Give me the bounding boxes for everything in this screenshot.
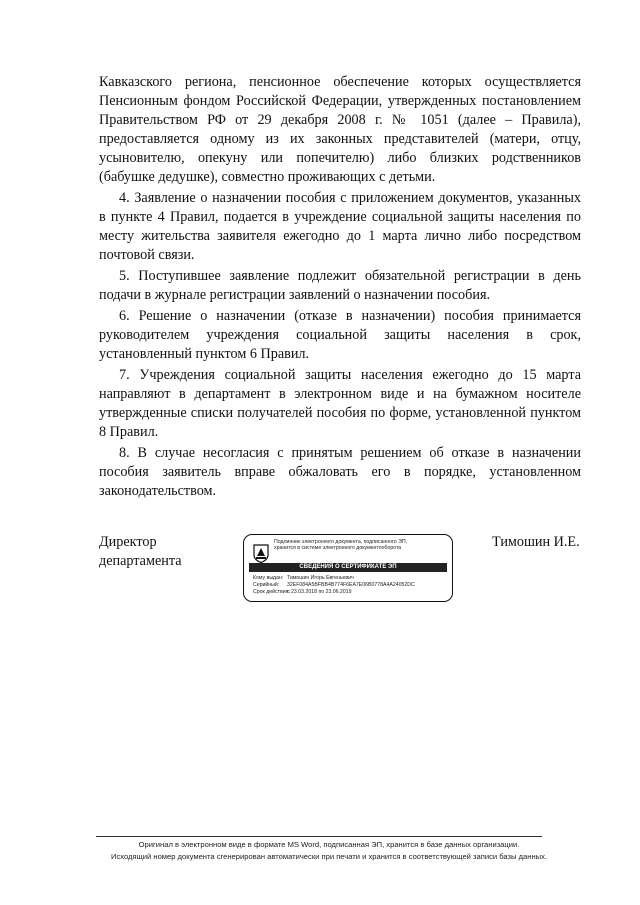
- position-line-2: департамента: [99, 553, 182, 569]
- paragraph-item-6: 6. Решение о назначении (отказе в назначении) пособия принимается руководителем учреждения социальной защиты населения в срок, установленный пунктом 6 Правил.: [99, 308, 581, 362]
- position-line-1: Директор: [99, 534, 157, 550]
- stamp-header-line-1: Подлинник электронного документа, подписанного ЭП,: [274, 539, 408, 545]
- paragraph-item-4: 4. Заявление о назначении пособия с приложением документов, указанных в пункте 4 Правил, подается в учреждение социальной защиты населения по месту жительства заявителя ежегодно до 1 марта лично либо посредством почтовой связи.: [99, 190, 581, 263]
- footer-divider: [96, 836, 542, 837]
- certificate-row-value: 32EF084A5BFBB4B774F6EA7E06B0778A4A24052DC: [287, 582, 415, 589]
- coat-of-arms-icon: [253, 544, 269, 563]
- certificate-row-value: Тимошин Игорь Евгеньевич: [287, 575, 354, 581]
- document-body: [99, 73, 581, 501]
- paragraph-item-8: 8. В случае несогласия с принятым решением об отказе в назначении пособия заявитель вправе обжаловать его в порядке, установленном законодательством.: [99, 445, 581, 499]
- certificate-row-validity: [253, 589, 449, 596]
- stamp-header-line-2: хранится в системе электронного документооборота: [274, 545, 402, 552]
- certificate-row-key: Срок действия:: [253, 589, 290, 596]
- signatory-position: [99, 533, 182, 571]
- certificate-row-value: с 23.03.2018 по 23.06.2019: [287, 589, 352, 596]
- certificate-row-key: Серийный:: [253, 582, 280, 589]
- stamp-header: [274, 539, 450, 552]
- certificate-row-owner: [253, 575, 449, 582]
- certificate-row-key: Кому выдан:: [253, 575, 284, 581]
- electronic-signature-stamp: [243, 534, 453, 602]
- paragraph-continuation: Кавказского региона, пенсионное обеспечение которых осуществляется Пенсионным фондом Российской Федерации, утвержденных постановлением Правительством РФ от 29 декабря 2008 г. № 1051 (далее – Правила), предоставляется одному из их законных представителей (матери, отцу, усыновителю, опекуну или попечителю) либо близких родственников (бабушке дедушке), совместно проживающих с детьми.: [99, 74, 581, 185]
- footer-line-1: Оригинал в электронном виде в формате MS Word, подписанная ЭП, хранится в базе данных организации.: [138, 840, 520, 849]
- footer-line-2: Исходящий номер документа сгенерирован автоматически при печати и хранится в соответствующей записи базы данных.: [110, 852, 547, 861]
- document-footer: [96, 839, 562, 863]
- certificate-title: СВЕДЕНИЯ О СЕРТИФИКАТЕ ЭП: [249, 563, 447, 572]
- paragraph-item-5: 5. Поступившее заявление подлежит обязательной регистрации в день подачи в журнале регистрации заявлений о назначении пособия.: [99, 268, 581, 303]
- signatory-name: Тимошин И.Е.: [492, 534, 580, 550]
- certificate-details: [253, 575, 449, 597]
- paragraph-item-7: 7. Учреждения социальной защиты населения ежегодно до 15 марта направляют в департамент в электронном виде и на бумажном носителе утвержденные списки получателей пособия по форме, установленной пунктом 8 Правил.: [99, 367, 581, 440]
